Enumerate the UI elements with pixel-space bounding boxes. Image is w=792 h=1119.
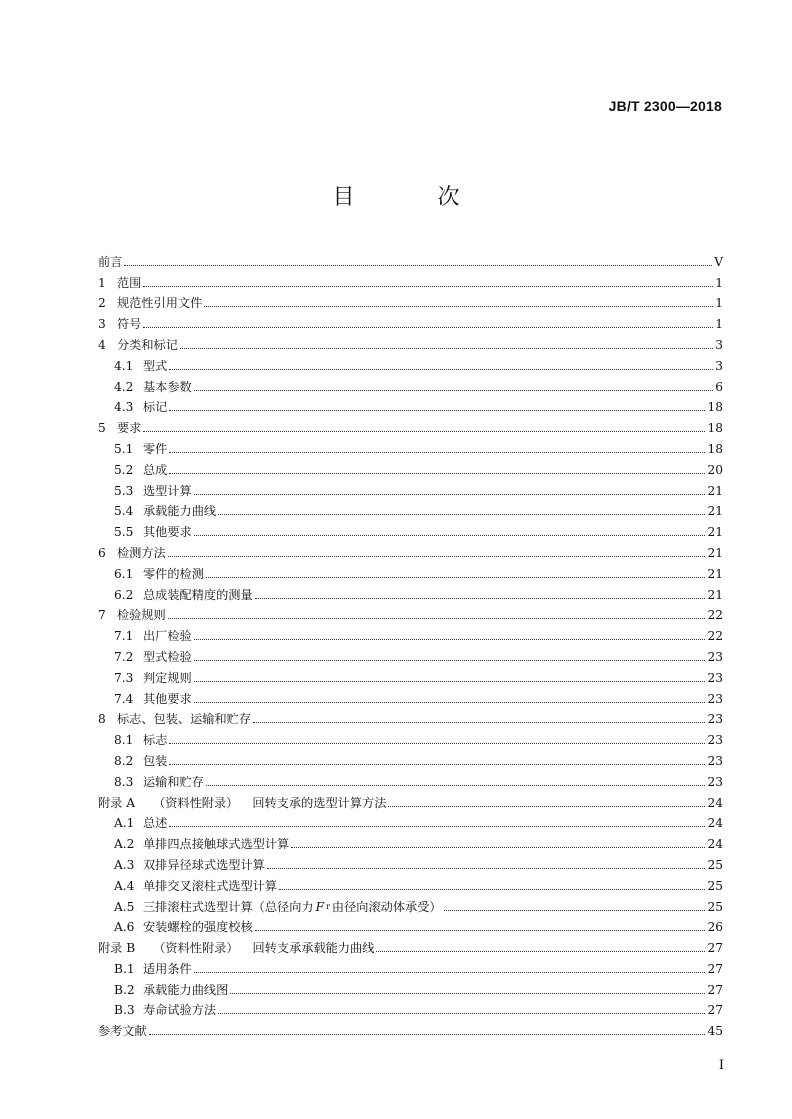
dot-leader (206, 784, 706, 786)
toc-entry-number: 7.4 (114, 691, 134, 706)
toc-entry-number: B.3 (114, 1003, 135, 1018)
toc-entry-page: 26 (707, 920, 723, 935)
toc-entry-number: 4.3 (114, 400, 134, 415)
dot-leader (169, 409, 705, 411)
dot-leader (206, 576, 706, 578)
toc-entry-title: 规范性引用文件 (117, 296, 203, 311)
toc-entry-title: 总述 (143, 816, 168, 831)
toc-entry-number: 8.2 (114, 753, 134, 768)
dot-leader (230, 992, 705, 994)
toc-entry-page: 21 (707, 504, 723, 519)
dot-leader (291, 846, 705, 848)
dot-leader (194, 659, 706, 661)
toc-entry-title: 双排异径球式选型计算 (143, 857, 265, 872)
toc-entry[interactable] (98, 394, 723, 415)
toc-entry-page: 18 (707, 421, 723, 436)
toc-entry-page: 25 (707, 878, 723, 893)
toc-entry-title: 总成 (143, 462, 168, 477)
toc-entry-number: A.6 (114, 920, 135, 935)
toc-entry-title: 分类和标记 (117, 337, 178, 352)
toc-entry-page: 21 (707, 587, 723, 602)
toc-entry-number: 2 (98, 296, 106, 311)
toc-entry-title: 运输和贮存 (143, 774, 204, 789)
dot-leader (168, 617, 706, 619)
toc-entry-number: 4.1 (114, 358, 134, 373)
toc-entry-title: 承载能力曲线 (143, 504, 217, 519)
toc-entry-page: 23 (707, 774, 723, 789)
toc-entry-title: 回转支承的选型计算方法 (252, 795, 387, 810)
dot-leader (267, 867, 706, 869)
toc-entry[interactable] (98, 934, 723, 955)
dot-leader (143, 326, 713, 328)
toc-entry-title: 安装螺栓的强度校核 (143, 920, 253, 935)
dot-leader (124, 264, 712, 266)
dot-leader (279, 888, 705, 890)
dot-leader (194, 534, 706, 536)
toc-entry[interactable] (98, 706, 723, 727)
toc-entry-title: 参考文献 (98, 1024, 147, 1039)
toc-entry-title: 要求 (117, 421, 142, 436)
dot-leader (169, 368, 713, 370)
toc-entry-title: 其他要求 (143, 691, 192, 706)
toc-entry-title: 单排四点接触球式选型计算 (143, 837, 290, 852)
dot-leader (194, 971, 706, 973)
toc-entry-title-continued: 由径向滚动体承受） (331, 899, 442, 914)
toc-entry[interactable] (98, 435, 723, 456)
toc-entry-number: 6.2 (114, 587, 134, 602)
toc-entry-number: 6 (98, 545, 106, 560)
toc-entry-title: 单排交叉滚柱式选型计算 (143, 878, 278, 893)
toc-entry-number: 7.3 (114, 670, 134, 685)
dot-leader (169, 763, 705, 765)
toc-entry-note: （资料性附录） (153, 941, 239, 956)
toc-entry[interactable] (98, 997, 723, 1018)
toc-entry-page: 23 (707, 733, 723, 748)
toc-entry-number: 8.1 (114, 733, 134, 748)
toc-entry-title: 符号 (117, 317, 142, 332)
toc-entry[interactable] (98, 373, 723, 394)
toc-entry[interactable] (98, 914, 723, 935)
dot-leader (180, 347, 713, 349)
toc-entry[interactable] (98, 1017, 723, 1038)
toc-entry[interactable] (98, 664, 723, 685)
dot-leader (168, 555, 706, 557)
dot-leader (169, 451, 705, 453)
toc-entry-title: 出厂检验 (143, 629, 192, 644)
toc-entry-title: 检验规则 (117, 608, 166, 623)
toc-entry-page: 23 (707, 649, 723, 664)
toc-entry-number: 8.3 (114, 774, 134, 789)
toc-entry[interactable] (98, 560, 723, 581)
toc-entry-page: 23 (707, 753, 723, 768)
toc-entry-number: 6.1 (114, 566, 134, 581)
dot-leader (149, 1033, 706, 1035)
toc-entry-number: 1 (98, 275, 106, 290)
toc-entry-page: 20 (707, 462, 723, 477)
dot-leader (253, 721, 705, 723)
toc-entry-title: 总成装配精度的测量 (143, 587, 253, 602)
dot-leader (169, 472, 705, 474)
toc-entry-number: 5.4 (114, 504, 134, 519)
toc-entry[interactable] (98, 352, 723, 373)
page-number: I (718, 1058, 724, 1073)
toc-entry-title: 前言 (98, 254, 123, 269)
toc-entry-page: 23 (707, 691, 723, 706)
toc-entry-page: 24 (707, 816, 723, 831)
toc-entry[interactable] (98, 955, 723, 976)
toc-entry-title: 适用条件 (143, 961, 192, 976)
toc-entry[interactable] (98, 789, 723, 810)
toc-entry[interactable] (98, 768, 723, 789)
toc-entry-number: 7 (98, 608, 106, 623)
toc-entry-number: A.1 (114, 816, 135, 831)
toc-entry[interactable] (98, 622, 723, 643)
toc-entry-note: （资料性附录） (153, 795, 239, 810)
toc-entry-page: 21 (707, 483, 723, 498)
toc-entry-page: 18 (707, 441, 723, 456)
toc-entry[interactable] (98, 518, 723, 539)
toc-entry-title: 基本参数 (143, 379, 192, 394)
toc-entry[interactable] (98, 830, 723, 851)
toc-entry[interactable] (98, 893, 723, 914)
dot-leader (255, 597, 706, 599)
toc-entry-page: 27 (707, 982, 723, 997)
dot-leader (143, 430, 705, 432)
toc-entry-page: V (714, 254, 723, 269)
toc-entry-number: B.1 (114, 961, 135, 976)
toc-entry[interactable] (98, 872, 723, 893)
toc-entry-page: 24 (707, 795, 723, 810)
toc-entry-page: 21 (707, 545, 723, 560)
dot-leader (388, 805, 705, 807)
toc-entry-number: A.4 (114, 878, 135, 893)
toc-entry-page: 22 (707, 629, 723, 644)
toc-entry-title: 回转支承承载能力曲线 (252, 941, 375, 956)
toc-entry-title: 标记 (143, 400, 168, 415)
toc-entry-title: 其他要求 (143, 525, 192, 540)
toc-entry-number: 5 (98, 421, 106, 436)
dot-leader (218, 1012, 705, 1014)
toc-entry-number: B.2 (114, 982, 135, 997)
toc-entry-page: 3 (715, 358, 723, 373)
page-title: 目 次 (332, 185, 498, 210)
toc-entry-title: 寿命试验方法 (143, 1003, 217, 1018)
toc-entry-title: 标志、包装、运输和贮存 (117, 712, 252, 727)
toc-entry-number: 5.1 (114, 441, 134, 456)
toc-entry[interactable] (98, 643, 723, 664)
toc-entry[interactable] (98, 726, 723, 747)
toc-entry-page: 22 (707, 608, 723, 623)
toc-entry-page: 45 (707, 1024, 723, 1039)
toc-entry-title: 包装 (143, 753, 168, 768)
toc-entry-page: 21 (707, 525, 723, 540)
toc-entry-page: 1 (715, 317, 723, 332)
dot-leader (169, 742, 705, 744)
toc-entry-subscript: r (326, 901, 330, 911)
toc-entry-number: 3 (98, 317, 106, 332)
toc-entry-number: A.2 (114, 837, 135, 852)
toc-entry-number: 8 (98, 712, 106, 727)
toc-entry[interactable] (98, 539, 723, 560)
toc-entry-page: 21 (707, 566, 723, 581)
toc-entry[interactable] (98, 414, 723, 435)
toc-entry-variable: F (315, 899, 325, 914)
toc-entry[interactable] (98, 851, 723, 872)
standard-code: JB/T 2300—2018 (608, 98, 722, 114)
toc-entry-title: 标志 (143, 733, 168, 748)
toc-entry-number: 附录 A (98, 795, 136, 810)
dot-leader (194, 701, 706, 703)
dot-leader (444, 909, 706, 911)
toc-entry-number: 5.2 (114, 462, 134, 477)
toc-entry-number: 4.2 (114, 379, 134, 394)
dot-leader (194, 680, 706, 682)
toc-entry-title: 选型计算 (143, 483, 192, 498)
toc-entry-number: 7.1 (114, 629, 134, 644)
toc-entry-number: A.3 (114, 857, 135, 872)
toc-entry[interactable] (98, 269, 723, 290)
dot-leader (204, 305, 713, 307)
toc-entry[interactable] (98, 498, 723, 519)
toc-entry-number: A.5 (114, 899, 135, 914)
toc-entry[interactable] (98, 456, 723, 477)
toc-entry-page: 23 (707, 670, 723, 685)
toc-entry-title: 判定规则 (143, 670, 192, 685)
toc-entry-title: 型式 (143, 358, 168, 373)
dot-leader (169, 825, 705, 827)
toc-entry-page: 24 (707, 837, 723, 852)
toc-entry[interactable] (98, 248, 723, 269)
toc-entry-title: 范围 (117, 275, 142, 290)
toc-entry[interactable] (98, 976, 723, 997)
toc-entry-page: 25 (707, 857, 723, 872)
toc-entry-page: 27 (707, 941, 723, 956)
toc-entry[interactable] (98, 331, 723, 352)
toc-entry[interactable] (98, 685, 723, 706)
toc-entry-number: 附录 B (98, 941, 136, 956)
toc-entry-page: 27 (707, 1003, 723, 1018)
toc-entry-title: 检测方法 (117, 545, 166, 560)
toc-entry-number: 5.5 (114, 525, 134, 540)
toc-entry-page: 3 (715, 337, 723, 352)
toc-entry[interactable] (98, 290, 723, 311)
dot-leader (143, 285, 713, 287)
toc-entry[interactable] (98, 602, 723, 623)
dot-leader (194, 389, 713, 391)
toc-entry[interactable] (98, 477, 723, 498)
toc-entry-page: 6 (715, 379, 723, 394)
toc-entry-number: 7.2 (114, 649, 134, 664)
toc-entry[interactable] (98, 810, 723, 831)
toc-entry-title: 型式检验 (143, 649, 192, 664)
toc-entry-number: 5.3 (114, 483, 134, 498)
toc-entry-page: 25 (707, 899, 723, 914)
dot-leader (218, 513, 705, 515)
dot-leader (194, 493, 706, 495)
toc-entry[interactable] (98, 581, 723, 602)
toc-entry[interactable] (98, 310, 723, 331)
table-of-contents (98, 248, 723, 1038)
dot-leader (376, 950, 705, 952)
toc-entry-title: 零件 (143, 441, 168, 456)
toc-entry-title: 承载能力曲线图 (143, 982, 229, 997)
toc-entry-page: 1 (715, 296, 723, 311)
toc-entry-number: 4 (98, 337, 106, 352)
toc-entry-page: 23 (707, 712, 723, 727)
toc-entry-title: 三排滚柱式选型计算（总径向力 (143, 899, 314, 914)
toc-entry-page: 27 (707, 961, 723, 976)
dot-leader (194, 638, 706, 640)
toc-entry-page: 1 (715, 275, 723, 290)
toc-entry-title: 零件的检测 (143, 566, 204, 581)
toc-entry-page: 18 (707, 400, 723, 415)
toc-entry[interactable] (98, 747, 723, 768)
dot-leader (255, 929, 706, 931)
